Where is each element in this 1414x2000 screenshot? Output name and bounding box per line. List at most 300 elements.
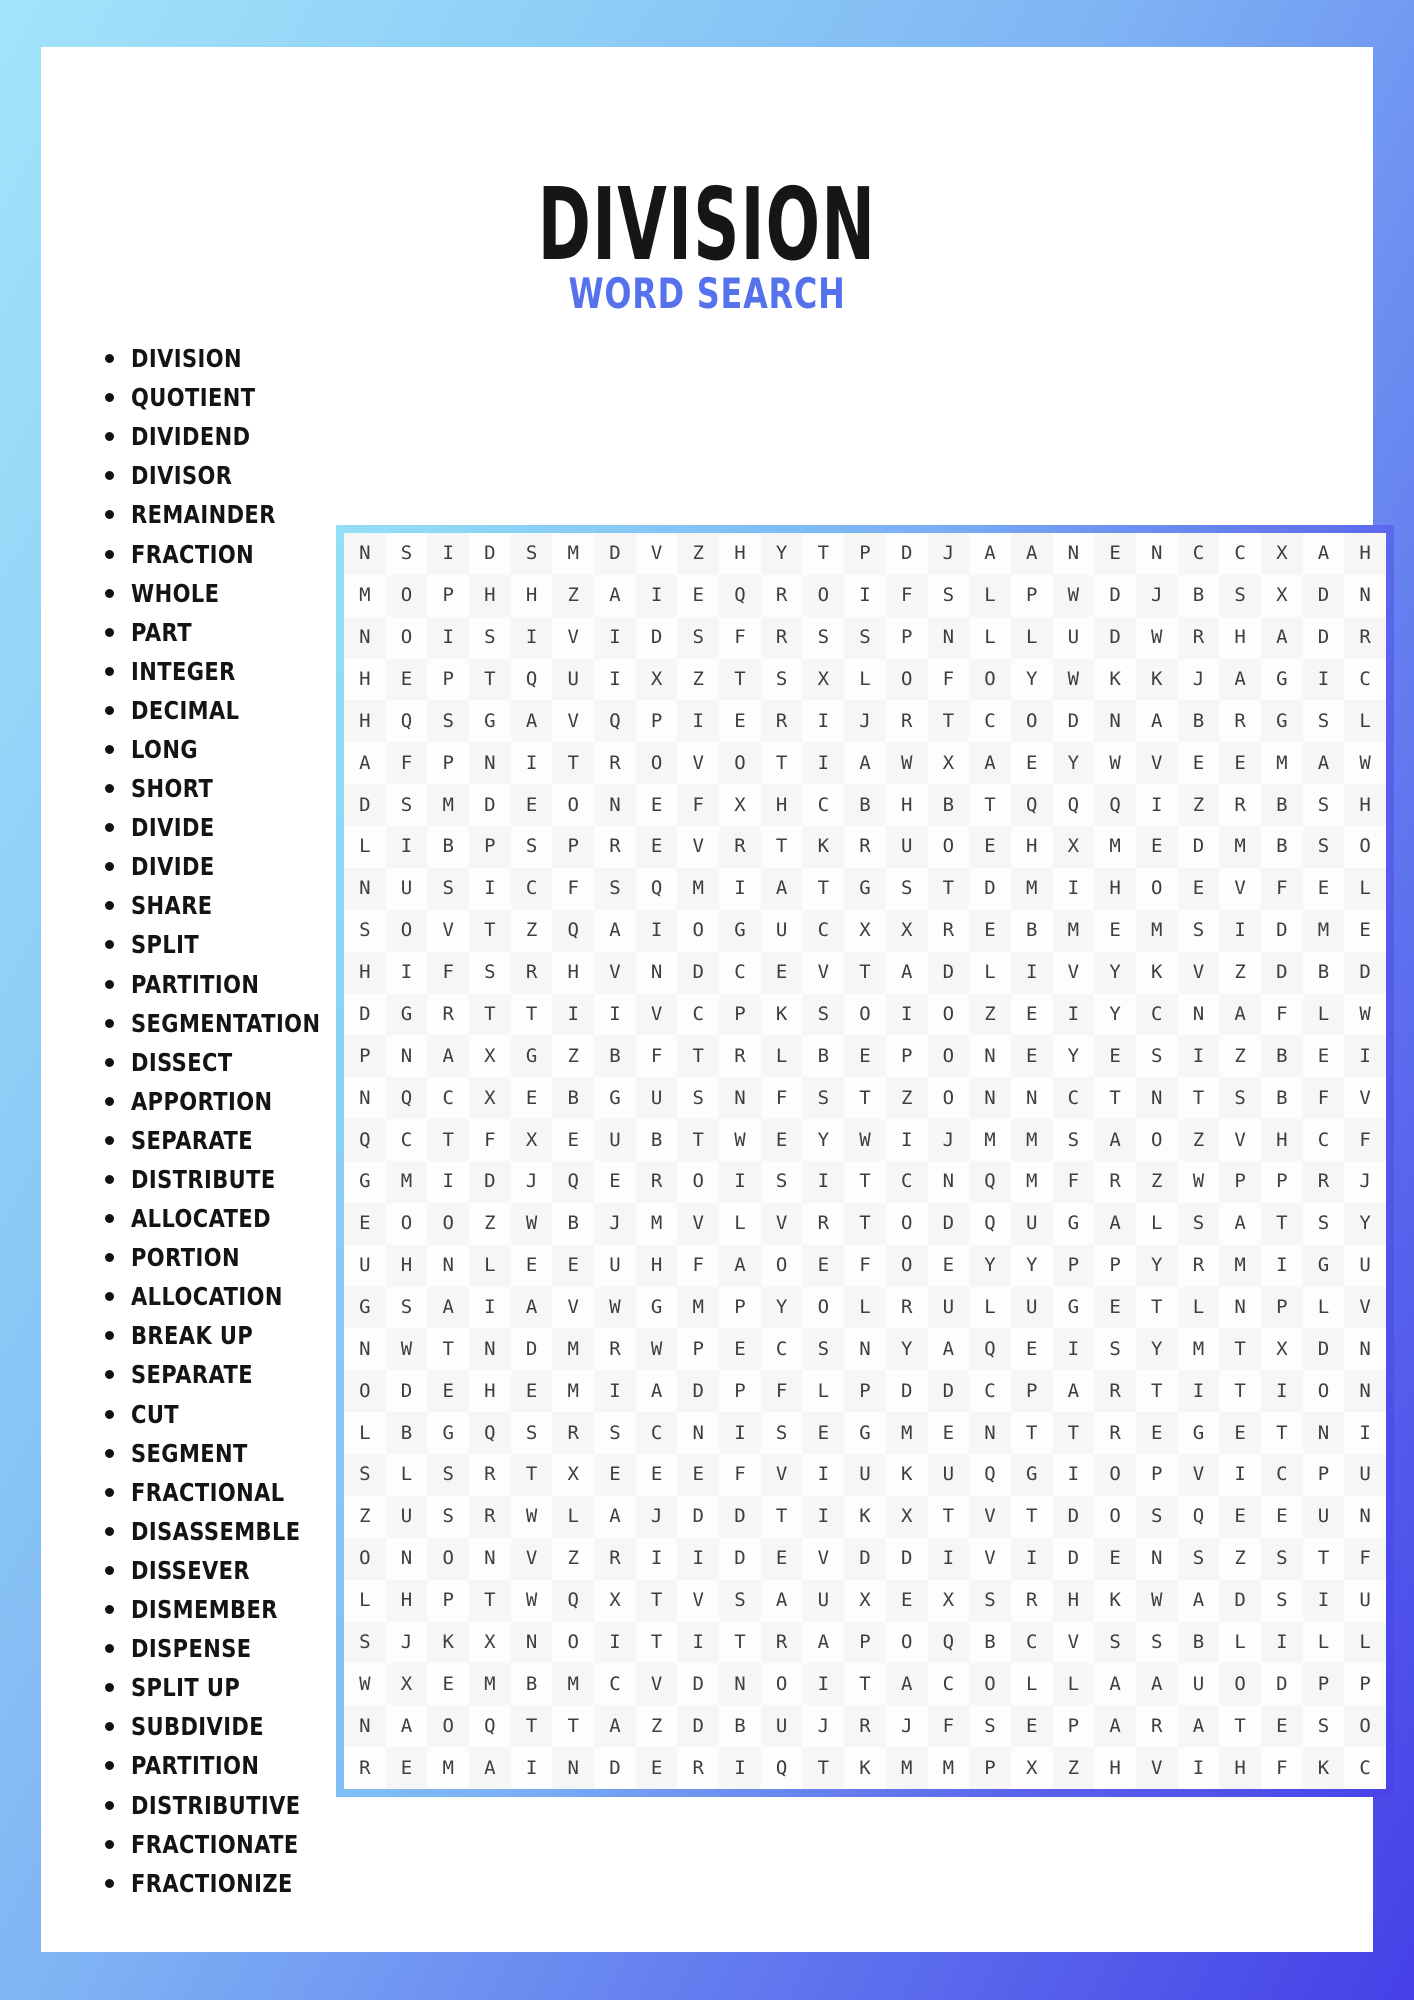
bullet-icon — [105, 1761, 114, 1770]
grid-letter: G — [609, 1086, 621, 1109]
grid-letter: D — [484, 542, 496, 565]
word-text: WHOLE — [131, 578, 220, 608]
grid-letter: M — [1109, 835, 1121, 858]
grid-letter: E — [1276, 1505, 1288, 1528]
grid-letter: R — [636, 1161, 678, 1203]
grid-letter: O — [775, 1672, 788, 1695]
word-text: SEGMENT — [131, 1438, 248, 1468]
grid-letter: V — [511, 1538, 553, 1580]
word-text: SPLIT — [131, 930, 200, 960]
grid-letter: D — [928, 1370, 970, 1412]
grid-letter: Q — [344, 1119, 386, 1161]
word-list-item — [105, 730, 357, 769]
grid-letter: U — [1067, 626, 1080, 649]
grid-letter: T — [859, 1170, 871, 1193]
word-list-item — [105, 1199, 357, 1238]
grid-letter: N — [400, 1044, 413, 1067]
grid-letter: W — [1359, 1002, 1371, 1025]
grid-letter: F — [1276, 1002, 1288, 1025]
grid-letter: D — [677, 1370, 719, 1412]
bullet-icon — [105, 550, 114, 559]
grid-letter: E — [650, 1463, 663, 1486]
grid-letter: S — [1094, 1622, 1136, 1664]
word-text: FRACTION — [131, 539, 255, 569]
grid-letter: X — [469, 1077, 511, 1119]
grid-letter: T — [677, 1035, 719, 1077]
grid-letter: U — [386, 1496, 428, 1538]
grid-letter: E — [1219, 1412, 1261, 1454]
grid-letter: I — [511, 617, 553, 659]
grid-letter: E — [650, 793, 663, 816]
grid-letter: Q — [1067, 793, 1080, 816]
word-list-item — [105, 1707, 357, 1746]
grid-letter: Q — [650, 877, 663, 900]
bullet-icon — [105, 1566, 114, 1575]
word-text: QUOTIENT — [131, 383, 256, 413]
word-text: SPLIT UP — [131, 1673, 241, 1703]
grid-letter: E — [1094, 1538, 1136, 1580]
grid-letter: T — [859, 1086, 871, 1109]
grid-letter: C — [1178, 533, 1220, 575]
grid-letter: I — [1303, 1580, 1345, 1622]
grid-letter: D — [900, 1547, 913, 1570]
grid-letter: I — [1276, 1254, 1288, 1277]
grid-letter: T — [1276, 1421, 1288, 1444]
grid-letter: E — [802, 1412, 844, 1454]
grid-letter: P — [900, 1044, 913, 1067]
grid-letter: Q — [594, 700, 636, 742]
grid-letter: K — [859, 1505, 871, 1528]
grid-letter: J — [525, 1170, 538, 1193]
grid-letter: W — [359, 1672, 371, 1695]
grid-letter: V — [1234, 877, 1246, 900]
word-list-item — [105, 1746, 357, 1785]
grid-letter: H — [734, 542, 746, 565]
grid-letter: C — [984, 1379, 996, 1402]
word-text: PARTITION — [131, 1751, 260, 1781]
grid-letter: I — [677, 700, 719, 742]
word-text: SHARE — [131, 891, 213, 921]
grid-letter: A — [359, 751, 371, 774]
grid-letter: O — [427, 1705, 469, 1747]
grid-letter: B — [817, 1044, 830, 1067]
grid-letter: T — [928, 868, 970, 910]
grid-letter: E — [511, 1370, 553, 1412]
grid-letter: O — [900, 1630, 913, 1653]
grid-letter: C — [942, 1672, 955, 1695]
grid-letter: M — [386, 1161, 428, 1203]
grid-letter: P — [969, 1747, 1011, 1789]
grid-letter: E — [969, 826, 1011, 868]
word-list-item — [105, 1355, 357, 1394]
grid-letter: J — [1359, 1170, 1371, 1193]
grid-letter: A — [427, 1035, 469, 1077]
grid-letter: S — [692, 1086, 704, 1109]
grid-letter: X — [802, 659, 844, 701]
grid-letter: K — [775, 1002, 788, 1025]
grid-letter: D — [359, 1002, 371, 1025]
grid-letter: T — [1151, 1296, 1163, 1319]
word-list-item — [105, 1277, 357, 1316]
grid-letter: H — [344, 700, 386, 742]
grid-letter: O — [1109, 1505, 1121, 1528]
grid-letter: N — [442, 1254, 454, 1277]
grid-letter: E — [427, 1370, 469, 1412]
grid-letter: J — [400, 1630, 413, 1653]
grid-letter: U — [1359, 1254, 1371, 1277]
grid-letter: H — [525, 584, 538, 607]
word-text: SHORT — [131, 774, 214, 804]
word-text: SEPARATE — [131, 1360, 254, 1390]
grid-letter: Z — [567, 1044, 579, 1067]
grid-letter: G — [511, 1035, 553, 1077]
word-text: DISPENSE — [131, 1634, 252, 1664]
grid-letter: H — [1261, 1119, 1303, 1161]
grid-letter: T — [844, 1203, 886, 1245]
grid-letter: T — [1234, 1379, 1246, 1402]
grid-letter: S — [942, 584, 955, 607]
grid-letter: I — [1011, 1538, 1053, 1580]
grid-letter: Z — [692, 668, 704, 691]
bullet-icon — [105, 628, 114, 637]
grid-letter: K — [1151, 961, 1163, 984]
worksheet-page — [41, 47, 1373, 1952]
grid-letter: B — [525, 1672, 538, 1695]
grid-letter: R — [484, 1463, 496, 1486]
grid-letter: C — [1053, 1077, 1095, 1119]
bullet-icon — [105, 901, 114, 910]
grid-letter: S — [525, 835, 538, 858]
grid-letter: V — [1234, 1128, 1246, 1151]
grid-letter: T — [1317, 1547, 1330, 1570]
grid-letter: R — [719, 826, 761, 868]
grid-letter: B — [552, 1077, 594, 1119]
grid-letter: N — [1192, 1002, 1205, 1025]
grid-letter: X — [511, 1119, 553, 1161]
grid-letter: A — [609, 584, 621, 607]
bullet-icon — [105, 823, 114, 832]
word-text: DIVIDEND — [131, 422, 251, 452]
grid-letter: T — [734, 1630, 746, 1653]
grid-letter: G — [1276, 668, 1288, 691]
grid-letter: W — [511, 1203, 553, 1245]
grid-letter: T — [1109, 1086, 1121, 1109]
grid-letter: Z — [552, 575, 594, 617]
grid-letter: T — [1053, 1412, 1095, 1454]
word-list-item — [105, 1395, 357, 1434]
word-list-item — [105, 613, 357, 652]
word-text: PART — [131, 617, 192, 647]
grid-letter: B — [1276, 1086, 1288, 1109]
bullet-icon — [105, 510, 114, 519]
grid-letter: E — [761, 1119, 803, 1161]
grid-letter: N — [484, 1547, 496, 1570]
grid-letter: A — [1317, 542, 1330, 565]
grid-letter: A — [719, 1245, 761, 1287]
grid-letter: N — [719, 1077, 761, 1119]
grid-letter: Q — [552, 1580, 594, 1622]
grid-letter: A — [1234, 1212, 1246, 1235]
grid-letter: W — [1192, 1170, 1205, 1193]
grid-letter: P — [844, 533, 886, 575]
bullet-icon — [105, 471, 114, 480]
grid-letter: Y — [1136, 1328, 1178, 1370]
grid-letter: E — [525, 1086, 538, 1109]
grid-letter: A — [900, 961, 913, 984]
bullet-icon — [105, 1331, 114, 1340]
grid-letter: I — [1011, 952, 1053, 994]
grid-letter: C — [817, 793, 830, 816]
grid-letter: R — [1234, 709, 1246, 732]
word-list — [105, 339, 357, 1903]
grid-letter: V — [1178, 1454, 1220, 1496]
grid-letter: I — [427, 617, 469, 659]
grid-letter: Z — [677, 533, 719, 575]
grid-letter: C — [636, 1412, 678, 1454]
word-list-item — [105, 574, 357, 613]
word-list-item — [105, 1004, 357, 1043]
grid-letter: H — [567, 961, 579, 984]
grid-letter: R — [594, 1538, 636, 1580]
grid-letter: F — [1053, 1161, 1095, 1203]
grid-letter: D — [677, 1705, 719, 1747]
bullet-icon — [105, 1058, 114, 1067]
grid-letter: T — [1261, 1203, 1303, 1245]
grid-letter: M — [677, 868, 719, 910]
grid-letter: F — [1344, 1119, 1386, 1161]
grid-letter: R — [942, 919, 955, 942]
grid-letter: D — [844, 1538, 886, 1580]
grid-letter: S — [775, 1421, 788, 1444]
grid-letter: V — [1067, 1630, 1080, 1653]
grid-letter: I — [552, 994, 594, 1036]
grid-letter: I — [719, 1412, 761, 1454]
grid-letter: V — [442, 919, 454, 942]
grid-letter: Q — [969, 1328, 1011, 1370]
grid-letter: U — [1011, 1203, 1053, 1245]
grid-letter: Z — [1053, 1747, 1095, 1789]
grid-letter: D — [1109, 584, 1121, 607]
grid-letter: Z — [567, 1547, 579, 1570]
grid-letter: W — [734, 1128, 746, 1151]
grid-letter: E — [552, 1245, 594, 1287]
grid-letter: F — [942, 668, 955, 691]
grid-letter: O — [400, 1212, 413, 1235]
word-text: DISASSEMBLE — [131, 1516, 301, 1546]
grid-letter: H — [636, 1245, 678, 1287]
grid-letter: V — [567, 1296, 579, 1319]
bullet-icon — [105, 1136, 114, 1145]
grid-letter: T — [511, 1705, 553, 1747]
grid-letter: N — [1136, 1077, 1178, 1119]
bullet-icon — [105, 784, 114, 793]
grid-letter: Q — [984, 1212, 996, 1235]
grid-letter: I — [636, 575, 678, 617]
grid-letter: S — [1178, 1203, 1220, 1245]
grid-letter: V — [636, 1663, 678, 1705]
grid-letter: P — [734, 1296, 746, 1319]
grid-letter: O — [1094, 1454, 1136, 1496]
grid-letter: U — [775, 919, 788, 942]
grid-letter: D — [484, 793, 496, 816]
grid-letter: U — [844, 1454, 886, 1496]
grid-letter: X — [386, 1663, 428, 1705]
grid-letter: R — [1109, 1170, 1121, 1193]
word-list-item — [105, 691, 357, 730]
grid-letter: F — [677, 784, 719, 826]
grid-letter: S — [344, 1454, 386, 1496]
word-text: SEGMENTATION — [131, 1008, 321, 1038]
grid-letter: L — [1344, 868, 1386, 910]
grid-letter: I — [928, 1538, 970, 1580]
grid-letter: S — [1276, 1589, 1288, 1612]
grid-letter: T — [1151, 1379, 1163, 1402]
grid-letter: N — [344, 533, 386, 575]
word-list-item — [105, 1825, 357, 1864]
grid-letter: G — [1303, 1245, 1345, 1287]
grid-letter: S — [1178, 1538, 1220, 1580]
grid-letter: O — [719, 742, 761, 784]
grid-letter: R — [900, 709, 913, 732]
grid-letter: S — [1067, 1128, 1080, 1151]
grid-letter: N — [511, 1622, 553, 1664]
grid-letter: V — [1136, 742, 1178, 784]
grid-letter: Z — [1178, 1119, 1220, 1161]
grid-letter: T — [469, 994, 511, 1036]
grid-letter: I — [650, 1547, 663, 1570]
word-list-item — [105, 925, 357, 964]
grid-letter: N — [1094, 700, 1136, 742]
grid-letter: G — [859, 1421, 871, 1444]
grid-letter: O — [886, 1245, 928, 1287]
grid-letter: E — [942, 1254, 955, 1277]
grid-letter: S — [511, 533, 553, 575]
word-list-item — [105, 1785, 357, 1824]
grid-letter: T — [469, 1580, 511, 1622]
grid-letter: O — [1151, 877, 1163, 900]
grid-letter: O — [1151, 1128, 1163, 1151]
grid-letter: L — [984, 961, 996, 984]
grid-letter: I — [1067, 1463, 1080, 1486]
grid-letter: E — [761, 1538, 803, 1580]
grid-letter: O — [567, 793, 579, 816]
grid-letter: W — [886, 742, 928, 784]
grid-letter: X — [1276, 584, 1288, 607]
word-list-item — [105, 456, 357, 495]
grid-letter: E — [636, 826, 678, 868]
word-text: ALLOCATED — [131, 1204, 272, 1234]
grid-letter: S — [427, 700, 469, 742]
grid-letter: C — [1317, 1128, 1330, 1151]
grid-letter: N — [552, 1747, 594, 1789]
bullet-icon — [105, 1722, 114, 1731]
grid-letter: B — [984, 1630, 996, 1653]
grid-letter: M — [1011, 1119, 1053, 1161]
grid-letter: I — [1344, 1035, 1386, 1077]
grid-letter: H — [1344, 533, 1386, 575]
bullet-icon — [105, 1879, 114, 1888]
grid-letter: M — [469, 1663, 511, 1705]
grid-letter: Q — [484, 1714, 496, 1737]
grid-letter: J — [594, 1203, 636, 1245]
grid-letter: M — [942, 1756, 955, 1779]
grid-letter: M — [427, 784, 469, 826]
grid-letter: P — [344, 1035, 386, 1077]
grid-letter: J — [1136, 575, 1178, 617]
grid-letter: U — [761, 1705, 803, 1747]
word-list-item — [105, 1551, 357, 1590]
grid-letter: S — [1303, 826, 1345, 868]
grid-letter: E — [525, 1254, 538, 1277]
grid-letter: Q — [969, 1161, 1011, 1203]
grid-letter: O — [859, 1002, 871, 1025]
grid-letter: Q — [984, 1463, 996, 1486]
grid-letter: S — [427, 868, 469, 910]
word-text: DIVIDE — [131, 813, 215, 843]
grid-letter: P — [844, 1622, 886, 1664]
grid-letter: O — [817, 1296, 830, 1319]
grid-letter: W — [1359, 751, 1371, 774]
grid-letter: S — [525, 1421, 538, 1444]
grid-letter: E — [386, 1747, 428, 1789]
grid-letter: C — [886, 1161, 928, 1203]
grid-letter: A — [427, 1287, 469, 1329]
grid-letter: N — [344, 868, 386, 910]
grid-letter: O — [886, 659, 928, 701]
word-text: PARTITION — [131, 969, 260, 999]
word-list-item — [105, 1434, 357, 1473]
grid-letter: L — [984, 626, 996, 649]
grid-letter: V — [677, 1203, 719, 1245]
word-text: DIVISOR — [131, 461, 233, 491]
grid-letter: A — [1261, 617, 1303, 659]
grid-letter: L — [1317, 1296, 1330, 1319]
bullet-icon — [105, 1449, 114, 1458]
grid-letter: D — [469, 1161, 511, 1203]
grid-letter: N — [969, 1077, 1011, 1119]
grid-letter: G — [1261, 700, 1303, 742]
word-list-item — [105, 1629, 357, 1668]
grid-letter: F — [427, 952, 469, 994]
grid-letter: R — [761, 617, 803, 659]
grid-letter: H — [484, 1379, 496, 1402]
word-text: SEPARATE — [131, 1125, 254, 1155]
grid-letter: A — [650, 1379, 663, 1402]
grid-letter: U — [928, 1287, 970, 1329]
grid-letter: L — [359, 835, 371, 858]
word-list-item — [105, 1043, 357, 1082]
grid-letter: I — [442, 1170, 454, 1193]
grid-letter: A — [1219, 994, 1261, 1036]
grid-letter: R — [775, 584, 788, 607]
word-list-item — [105, 495, 357, 534]
grid-letter: I — [802, 742, 844, 784]
grid-letter: T — [719, 659, 761, 701]
grid-letter: T — [984, 793, 996, 816]
grid-letter: R — [817, 1212, 830, 1235]
grid-letter: O — [1359, 835, 1371, 858]
grid-letter: Z — [1178, 784, 1220, 826]
grid-letter: R — [609, 751, 621, 774]
bullet-icon — [105, 1253, 114, 1262]
grid-letter: V — [692, 751, 704, 774]
grid-letter: N — [400, 1547, 413, 1570]
grid-letter: S — [1317, 1212, 1330, 1235]
grid-letter: D — [1317, 626, 1330, 649]
grid-letter: A — [1067, 1379, 1080, 1402]
word-text: CUT — [131, 1399, 180, 1429]
word-list-item — [105, 339, 357, 378]
